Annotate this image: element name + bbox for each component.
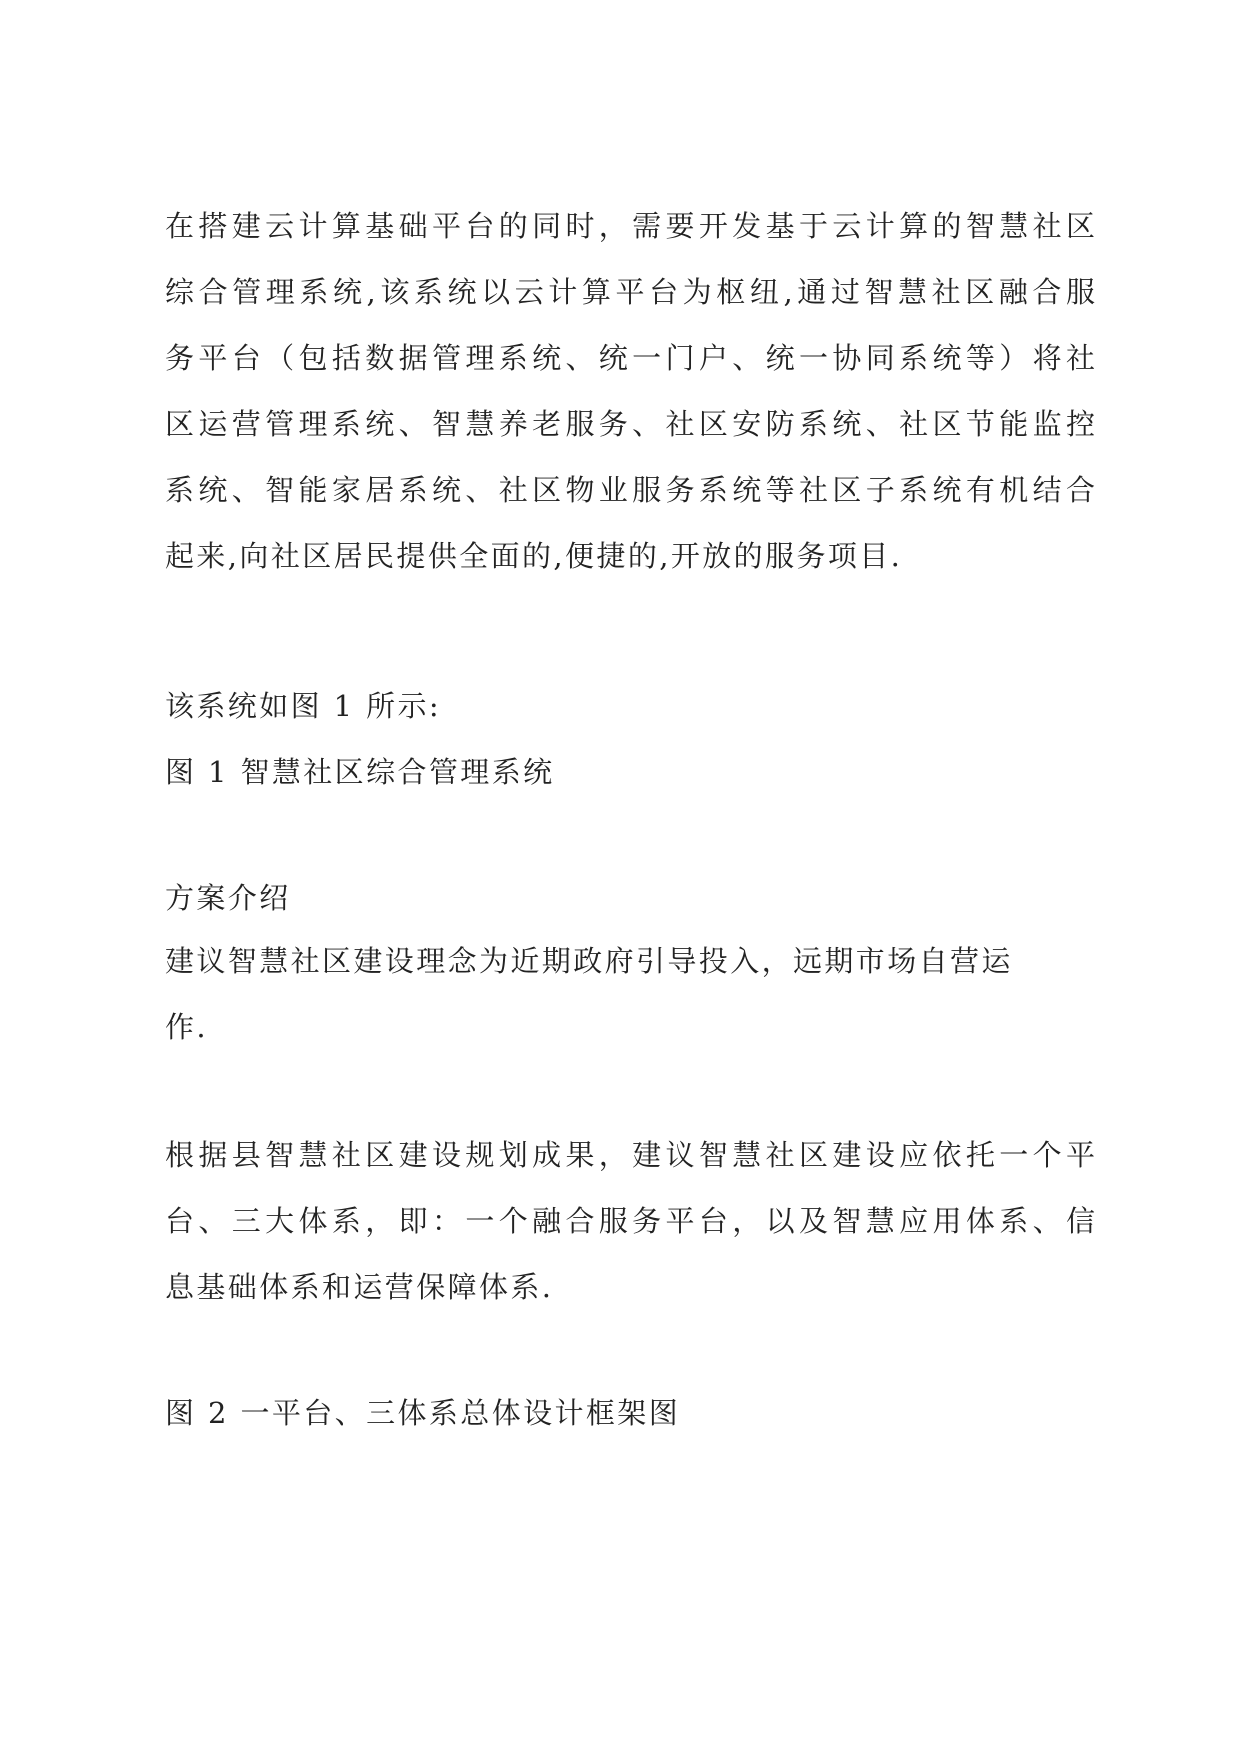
paragraph-1-line-6: 起来,向社区居民提供全面的,便捷的,开放的服务项目. xyxy=(165,539,903,573)
paragraph-1-line-5: 系统、智能家居系统、社区物业服务系统等社区子系统有机结合 xyxy=(165,473,1095,507)
paragraph-3-line-1: 根据县智慧社区建设规划成果，建议智慧社区建设应依托一个平 xyxy=(165,1138,1095,1172)
paragraph-1-line-4: 区运营管理系统、智慧养老服务、社区安防系统、社区节能监控 xyxy=(165,407,1095,441)
figure-1-intro: 该系统如图 1 所示: xyxy=(165,689,442,723)
paragraph-3-line-2: 台、三大体系，即：一个融合服务平台，以及智慧应用体系、信 xyxy=(165,1204,1095,1238)
paragraph-2-line-1: 建议智慧社区建设理念为近期政府引导投入，远期市场自营运 xyxy=(165,944,1013,978)
figure-2-caption: 图 2 一平台、三体系总体设计框架图 xyxy=(165,1396,681,1430)
paragraph-1-line-3: 务平台（包括数据管理系统、统一门户、统一协同系统等）将社 xyxy=(165,341,1095,375)
paragraph-3-line-3: 息基础体系和运营保障体系. xyxy=(165,1270,554,1304)
figure-1-caption: 图 1 智慧社区综合管理系统 xyxy=(165,755,555,789)
paragraph-2-line-2: 作. xyxy=(165,1010,209,1044)
section-heading: 方案介绍 xyxy=(165,881,291,915)
paragraph-1-line-2: 综合管理系统,该系统以云计算平台为枢纽,通过智慧社区融合服 xyxy=(165,275,1095,309)
paragraph-1-line-1: 在搭建云计算基础平台的同时，需要开发基于云计算的智慧社区 xyxy=(165,209,1095,243)
